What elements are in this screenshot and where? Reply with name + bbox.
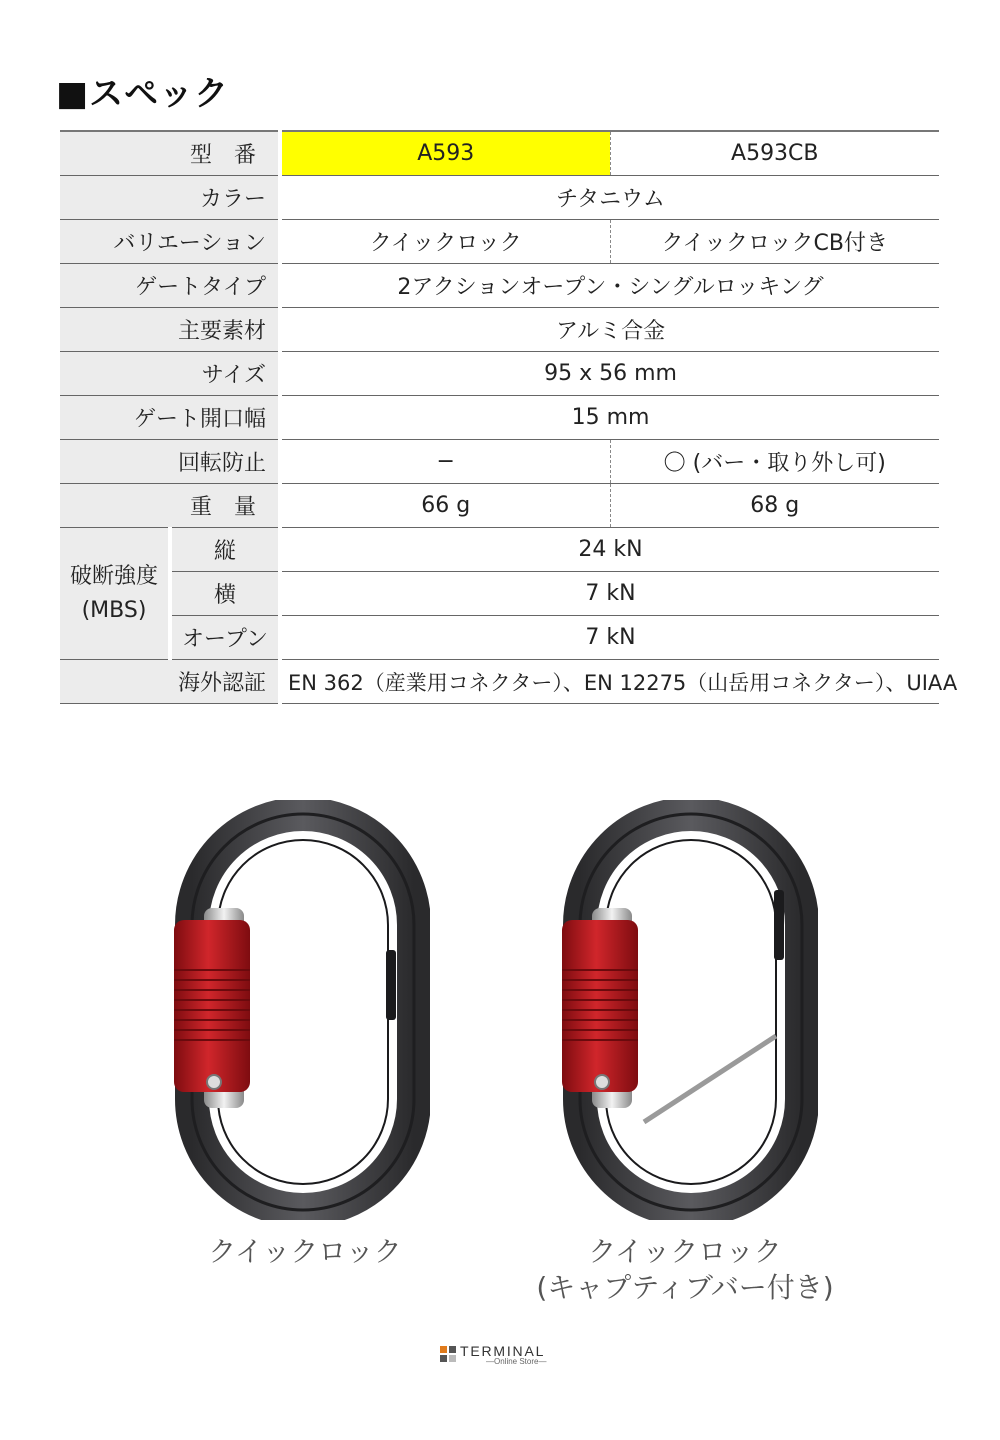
material-label: 主要素材 (60, 308, 280, 352)
row-model (60, 131, 939, 176)
color-value: チタニウム (280, 176, 939, 220)
strength-unit-label: (MBS) (81, 597, 147, 623)
logo-text: TERMINAL (460, 1343, 546, 1359)
major-axis-value: 24 kN (280, 528, 939, 572)
row-major-axis (60, 528, 939, 572)
strength-group-label (60, 528, 170, 660)
gate-open-value: 15 mm (280, 396, 939, 440)
gate-type-value: 2アクションオープン・シングルロッキング (280, 264, 939, 308)
major-axis-label: 縦 (170, 528, 280, 572)
strength-label: 破断強度 (69, 563, 158, 589)
model-a: A593 (280, 131, 610, 176)
row-size (60, 352, 939, 396)
row-certification (60, 660, 939, 704)
weight-label: 重量 (60, 484, 280, 528)
row-gate-type (60, 264, 939, 308)
size-value: 95 x 56 mm (280, 352, 939, 396)
open-value: 7 kN (280, 616, 939, 660)
anti-rotation-label: 回転防止 (60, 440, 280, 484)
variation-a: クイックロック (280, 220, 610, 264)
carabiner-captive-bar-image (548, 800, 818, 1220)
row-color (60, 176, 939, 220)
spec-table (60, 130, 958, 704)
minor-axis-label: 横 (170, 572, 280, 616)
gate-open-label: ゲート開口幅 (60, 396, 280, 440)
color-label: カラー (60, 176, 280, 220)
cert-value: EN 362（産業用コネクター）、EN 12275（山岳用コネクター）、UIAA (280, 660, 939, 704)
row-open (60, 616, 939, 660)
captive-bar (644, 1036, 776, 1122)
variation-b: クイックロックCB付き (610, 220, 939, 264)
anti-rotation-b: 〇 (バー・取り外し可) (610, 440, 939, 484)
gate-type-label: ゲートタイプ (60, 264, 280, 308)
terminal-logo (440, 1344, 564, 1368)
row-material (60, 308, 939, 352)
row-weight (60, 484, 939, 528)
size-label: サイズ (60, 352, 280, 396)
logo-mark-icon (440, 1346, 456, 1362)
row-variation (60, 220, 939, 264)
variation-label: バリエーション (60, 220, 280, 264)
carabiner-quicklock-image (160, 800, 430, 1220)
right-caption-line-2: (キャプティブバー付き) (536, 1271, 834, 1304)
row-anti-rotation (60, 440, 939, 484)
weight-b: 68 g (610, 484, 939, 528)
row-gate-open (60, 396, 939, 440)
open-label: オープン (170, 616, 280, 660)
section-heading: ■スペック (56, 74, 230, 114)
row-minor-axis (60, 572, 939, 616)
model-b: A593CB (610, 131, 939, 176)
minor-axis-value: 7 kN (280, 572, 939, 616)
material-value: アルミ合金 (280, 308, 939, 352)
logo-subtext: —Online Store— (486, 1357, 547, 1366)
right-caption-line-1: クイックロック (588, 1235, 782, 1268)
cert-label: 海外認証 (60, 660, 280, 704)
left-product-caption: クイックロック (208, 1235, 402, 1268)
anti-rotation-a: − (280, 440, 610, 484)
model-label: 型番 (60, 131, 280, 176)
right-product-caption (520, 1234, 850, 1306)
weight-a: 66 g (280, 484, 610, 528)
